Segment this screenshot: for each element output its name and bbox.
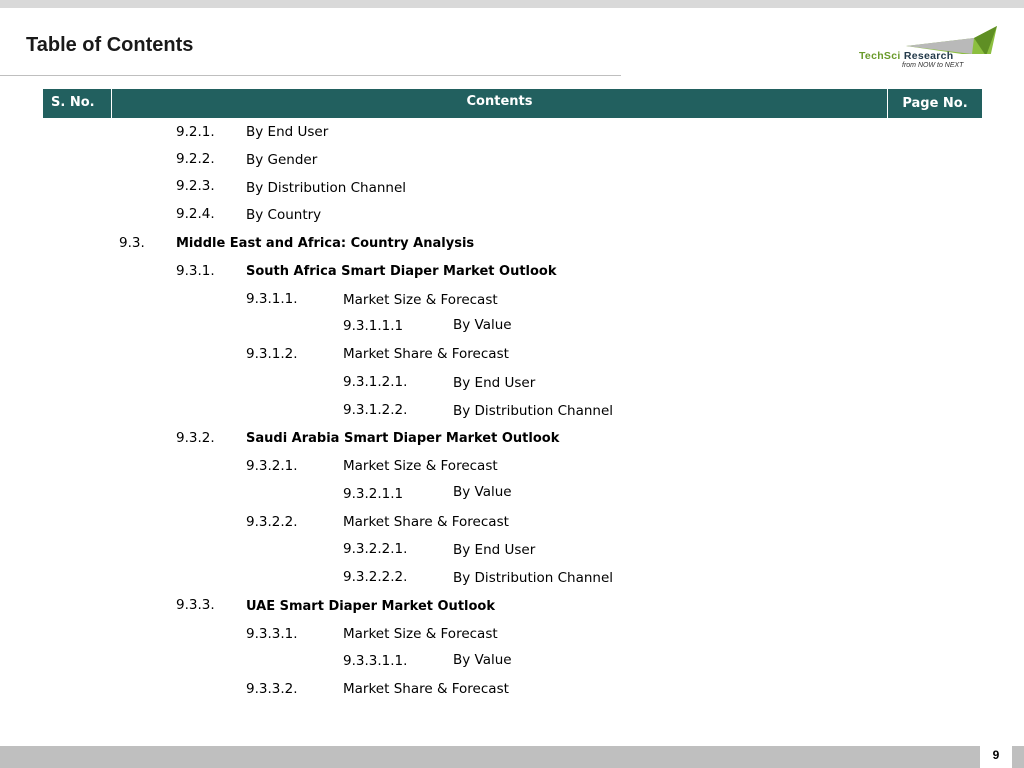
toc-number: 9.2.3.	[176, 178, 215, 194]
toc-number: 9.3.3.2.	[246, 681, 298, 697]
logo-name-part2: Research	[903, 50, 954, 62]
toc-number: 9.3.3.1.1.	[343, 653, 408, 669]
toc-entry-heading[interactable]: UAE Smart Diaper Market Outlook	[246, 599, 495, 614]
toc-entry[interactable]: By End User	[453, 375, 536, 391]
toc-entry[interactable]: By Gender	[246, 152, 318, 168]
toc-number: 9.2.1.	[176, 124, 215, 140]
logo-tagline: from NOW to NEXT	[902, 62, 964, 69]
logo-name-part1: TechSci	[859, 50, 901, 62]
footer-band	[0, 746, 1024, 768]
toc-number: 9.3.1.2.	[246, 346, 298, 362]
toc-entry[interactable]: By Value	[453, 652, 512, 668]
toc-number: 9.3.2.2.	[246, 514, 298, 530]
toc-entry-heading[interactable]: South Africa Smart Diaper Market Outlook	[246, 264, 557, 279]
toc-number: 9.3.1.2.2.	[343, 402, 408, 418]
toc-entry[interactable]: Market Size & Forecast	[343, 458, 498, 474]
toc-number: 9.3.1.1.	[246, 291, 298, 307]
toc-number: 9.3.2.	[176, 430, 215, 446]
toc-number: 9.3.3.1.	[246, 626, 298, 642]
toc-entry[interactable]: Market Share & Forecast	[343, 681, 509, 697]
toc-number: 9.3.3.	[176, 597, 215, 613]
toc-entry[interactable]: Market Size & Forecast	[343, 626, 498, 642]
toc-number: 9.2.4.	[176, 206, 215, 222]
header-sno: S. No.	[43, 89, 111, 118]
header-contents: Contents	[112, 89, 887, 118]
toc-entry[interactable]: By Distribution Channel	[246, 180, 407, 196]
page-number: 9	[980, 742, 1012, 768]
toc-entry[interactable]: By End User	[453, 542, 536, 558]
toc-entry[interactable]: By End User	[246, 124, 329, 140]
toc-entry[interactable]: By Distribution Channel	[453, 403, 614, 419]
toc-entry[interactable]: Market Share & Forecast	[343, 346, 509, 362]
toc-entry[interactable]: By Country	[246, 207, 322, 223]
toc-number: 9.3.1.	[176, 263, 215, 279]
toc-entry[interactable]: Market Share & Forecast	[343, 514, 509, 530]
toc-number: 9.3.	[119, 235, 145, 251]
toc-entry-heading[interactable]: Middle East and Africa: Country Analysis	[176, 236, 475, 251]
toc-number: 9.2.2.	[176, 151, 215, 167]
toc-entry[interactable]: By Value	[453, 317, 512, 333]
toc-number: 9.3.1.1.1	[343, 318, 404, 334]
toc-number: 9.3.1.2.1.	[343, 374, 408, 390]
toc-number: 9.3.2.1.1	[343, 486, 404, 502]
page-title: Table of Contents	[26, 34, 194, 56]
toc-entry[interactable]: By Distribution Channel	[453, 570, 614, 586]
toc-number: 9.3.2.2.1.	[343, 541, 408, 557]
header-page-no: Page No.	[888, 89, 982, 118]
toc-number: 9.3.2.1.	[246, 458, 298, 474]
toc-entry[interactable]: By Value	[453, 484, 512, 500]
toc-entry[interactable]: Market Size & Forecast	[343, 292, 498, 308]
toc-entry-heading[interactable]: Saudi Arabia Smart Diaper Market Outlook	[246, 431, 560, 446]
toc-number: 9.3.2.2.2.	[343, 569, 408, 585]
